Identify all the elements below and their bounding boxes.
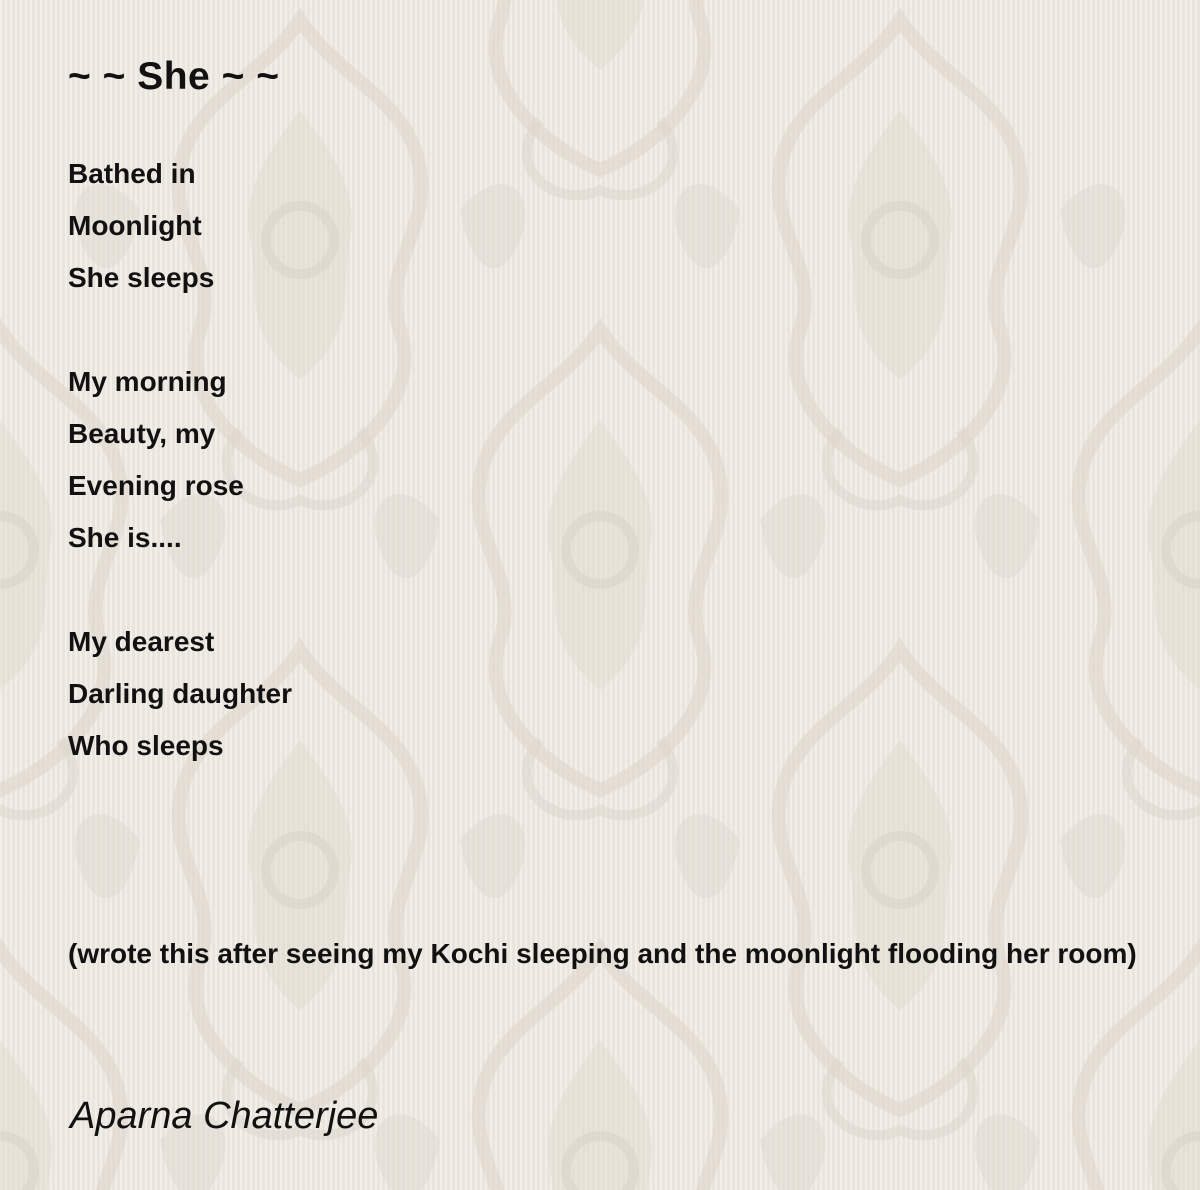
poem-line: Who sleeps (68, 730, 224, 761)
poem-line: Moonlight (68, 210, 202, 241)
poem-body (68, 148, 1168, 772)
poem-line: Bathed in (68, 158, 196, 189)
poem-note: (wrote this after seeing my Kochi sleeping and the moonlight flooding her room) (68, 938, 1137, 969)
poem-title: ~ ~ She ~ ~ (68, 55, 280, 98)
poem-card (68, 48, 1168, 1137)
stanza-break (68, 304, 1168, 356)
poem-line: My morning (68, 366, 227, 397)
poem-line: She sleeps (68, 262, 215, 293)
stanza-break (68, 564, 1168, 616)
poem-line: Evening rose (68, 470, 244, 501)
poem-author: Aparna Chatterjee (70, 1095, 379, 1137)
poem-line: Darling daughter (68, 678, 293, 709)
poem-line: My dearest (68, 626, 215, 657)
poem-line: Beauty, my (68, 418, 216, 449)
poem-line: She is.... (68, 522, 182, 553)
